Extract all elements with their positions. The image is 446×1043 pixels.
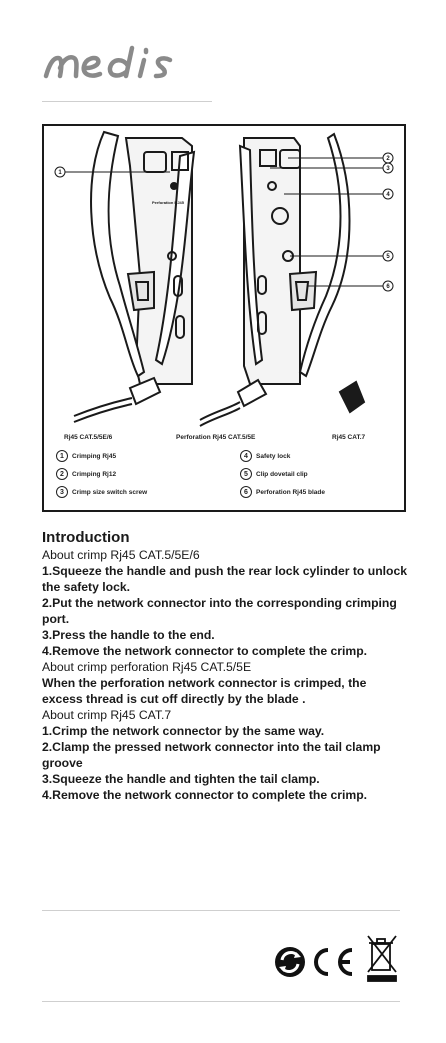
legend-num-6: 6: [240, 486, 252, 498]
legend-item-1: [56, 450, 116, 462]
legend-text-6: Perforation Rj45 blade: [256, 488, 325, 496]
legend-text-1: Crimping Rj45: [72, 452, 117, 460]
compliance-marks: [268, 928, 404, 986]
cat7-step-2: 2.Clamp the pressed network connector into the tail clamp groove: [42, 740, 381, 770]
callout-5: 5: [386, 254, 390, 260]
caption-rj45-cat7: Rj45 CAT.7: [332, 434, 366, 441]
tool-engraving: Perforation RJ45: [151, 200, 185, 205]
legend-item-3: [56, 486, 147, 498]
legend-num-5: 5: [240, 468, 252, 480]
legend-text-3: Crimp size switch screw: [72, 488, 148, 496]
top-divider: [42, 101, 212, 102]
weee-crossed-bin-icon: [368, 936, 396, 981]
cat7-step-4: 4.Remove the network connector to complete the crimp.: [42, 788, 368, 802]
recycle-icon: [275, 947, 305, 977]
legend-item-6: [240, 486, 325, 498]
legend-item-4: [240, 450, 290, 462]
legend-item-2: [56, 468, 116, 480]
legend-text-4: Safety lock: [256, 452, 291, 460]
ce-mark-icon: [316, 950, 352, 974]
introduction-section: [42, 529, 408, 803]
cat7-step-3: 3.Squeeze the handle and tighten the tail clamp.: [42, 772, 320, 786]
tool-diagram: [42, 124, 406, 512]
legend-num-2: 2: [56, 468, 68, 480]
callout-3: 3: [386, 166, 390, 172]
legend-item-5: [240, 468, 308, 480]
legend-text-2: Crimping Rj12: [72, 470, 117, 478]
caption-perforation: Perforation Rj45 CAT.5/5E: [176, 434, 256, 441]
legend-text-5: Clip dovetail clip: [256, 470, 308, 478]
callout-6: 6: [386, 284, 390, 290]
callout-4: 4: [386, 192, 390, 198]
subheading-rj45-cat7: About crimp Rj45 CAT.7: [42, 708, 172, 722]
cat7-step-1: 1.Crimp the network connector by the same way.: [42, 724, 325, 738]
step-2: 2.Put the network connector into the corresponding crimping port.: [42, 596, 397, 626]
callout-2: 2: [386, 156, 390, 162]
legend-num-1: 1: [56, 450, 68, 462]
legend-num-3: 3: [56, 486, 68, 498]
caption-rj45-cat56: Rj45 CAT.5/5E/6: [64, 434, 113, 441]
introduction-title: Introduction: [42, 529, 130, 546]
perforation-note: When the perforation network connector is crimped, the excess thread is cut off directly by the blade .: [42, 676, 367, 706]
bottom-divider-bottom: [42, 1001, 400, 1002]
callout-1: 1: [58, 170, 62, 176]
subheading-perforation: About crimp perforation Rj45 CAT.5/5E: [42, 660, 252, 674]
step-1: 1.Squeeze the handle and push the rear lock cylinder to unlock the safety lock.: [42, 564, 408, 594]
nedis-logo: [42, 40, 217, 85]
bottom-divider-top: [42, 910, 400, 911]
legend-num-4: 4: [240, 450, 252, 462]
step-4: 4.Remove the network connector to complete the crimp.: [42, 644, 368, 658]
subheading-rj45-cat56: About crimp Rj45 CAT.5/5E/6: [42, 548, 200, 562]
step-3: 3.Press the handle to the end.: [42, 628, 215, 642]
